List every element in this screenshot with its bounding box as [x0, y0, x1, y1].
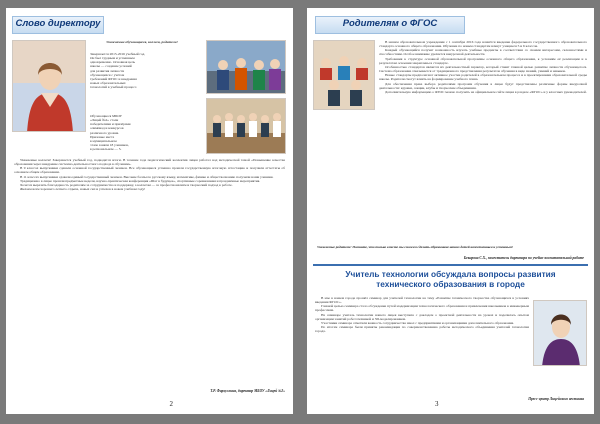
director-photo — [12, 40, 86, 132]
director-results: Обучающиеся МБОУ «Лицей №2» стали победителями и призёрами олимпиад и конкурсов различного уровня. Призовые места в муниципальном этапе заняли 18 учеников, в региональном — 5. — [90, 114, 131, 152]
fgos-signature: Бекирова С.Х., заместитель директора по учебно-воспитательной работе — [463, 256, 584, 260]
director-greeting: Уважаемые обучающиеся, коллеги, родители! — [106, 40, 178, 44]
award-ceremony-photo — [206, 40, 286, 94]
fgos-text: В нашем образовательном учреждении с 1 сентября 2016 года начнётся введение федерального государственного образовательного стандарта основного общего образования. Обучение по новым стандартам начнут учащиеся 5 и 6 классов. Каждый обучающийся получит возможность изучать учебные предметы в соответствии со своими интересами, склонностями и способностями. Особое внимание уделяется внеурочной деятельности. Требования к структуре основной образовательной программы основного общего образования, к условиям её реализации и к результатам освоения закреплены в стандарте. Особенностью стандартов является их деятельностный характер, который ставит главной целью развитие личности обучающегося. Система образования отказывается от традиционного представления результатов обучения в виде знаний, умений и навыков. Новые стандарты предполагают активное участие родителей в образовательном процессе и в проектировании образовательной среды школы. Родители смогут влиять на формирование учебного плана. Для обеспечения права выбора родителями программ обучения в лицее будут представлены различные формы внеурочной деятельности: кружки, секции, клубы и творческие объединения. Дополнительную информацию о ФГОС можно получить на официальном сайте лицея в разделе «ФГОС» и у классных руководителей. — [379, 40, 587, 94]
teacher-article-title: Учитель технологии обсуждала вопросы развития технического образования в городе — [345, 269, 556, 289]
right-page-header: Родителям о ФГОС — [315, 16, 465, 34]
fgos-closing: Уважаемые родители! Помните, что только вместе мы сможем сделать образование наших детей качественным и успешным! — [317, 245, 514, 249]
director-intro: Завершается 2015-2016 учебный год. Он был трудным и успешным одновременно. Основная цель школы — создание условий для развития личности обучающихся с учётом требований ФГОС и внедрения новых образовательных технологий в учебный процесс. — [90, 52, 146, 90]
students-group-photo — [206, 98, 286, 154]
director-signature: Т.Р. Фархуллина, директор МБОУ «Лицей №2» — [210, 389, 285, 393]
teacher-article-text: В мае в нашем городе прошёл семинар для учителей технологии на тему «Развитие технического творчества обучающихся в условиях введения ФГОС». Главной целью семинара стало обсуждение путей модернизации технологического образования и привлечения школьников к инженерным профессиям. На семинаре учитель технологии нашего лицея выступила с докладом о проектной деятельности на уроках и поделилась опытом организации занятий робототехникой и 3D-моделированием. Участники семинара отметили важность сотрудничества школ с предприятиями и организациями дополнительного образования. По итогам семинара были приняты рекомендации по совершенствованию работы методического объединения учителей технологии города. — [315, 296, 529, 334]
teacher-signature: Пресс-центр Лицейского вестника — [528, 397, 584, 401]
left-page — [6, 8, 293, 414]
director-body: Уважаемые коллеги! Завершается учебный год, подводятся итоги. В течение года педагогический коллектив лицея работал над методической темой «Повышение качества образования через внедрение системно-деятельностного подхода в обучении». В 9 классах выпускники сдавали основной государственный экзамен. Все обучающиеся успешно прошли государственную итоговую аттестацию и получили аттестаты об основном общем образовании. В 11 классах выпускники сдавали единый государственный экзамен. Высокие баллы по русскому языку, математике, физике и обществознанию получили наши ученики. Традиционно в лицее прошли предметные недели, научно-практическая конференция «Шаг в будущее», спортивные соревнования и праздничные мероприятия. Хочется выразить благодарность родителям за сотрудничество и поддержку, а коллегам — за профессионализм и творческий подход к работе. Желаем всем хорошего летнего отдыха, новых сил и успехов в новом учебном году! — [14, 158, 285, 192]
fgos-students-photo — [313, 40, 375, 110]
teacher-photo — [533, 300, 587, 366]
right-page-number: 3 — [435, 400, 439, 408]
left-page-header: Слово директору — [12, 16, 104, 34]
section-divider — [313, 264, 588, 266]
right-page — [307, 8, 594, 414]
left-page-number: 2 — [169, 400, 173, 408]
